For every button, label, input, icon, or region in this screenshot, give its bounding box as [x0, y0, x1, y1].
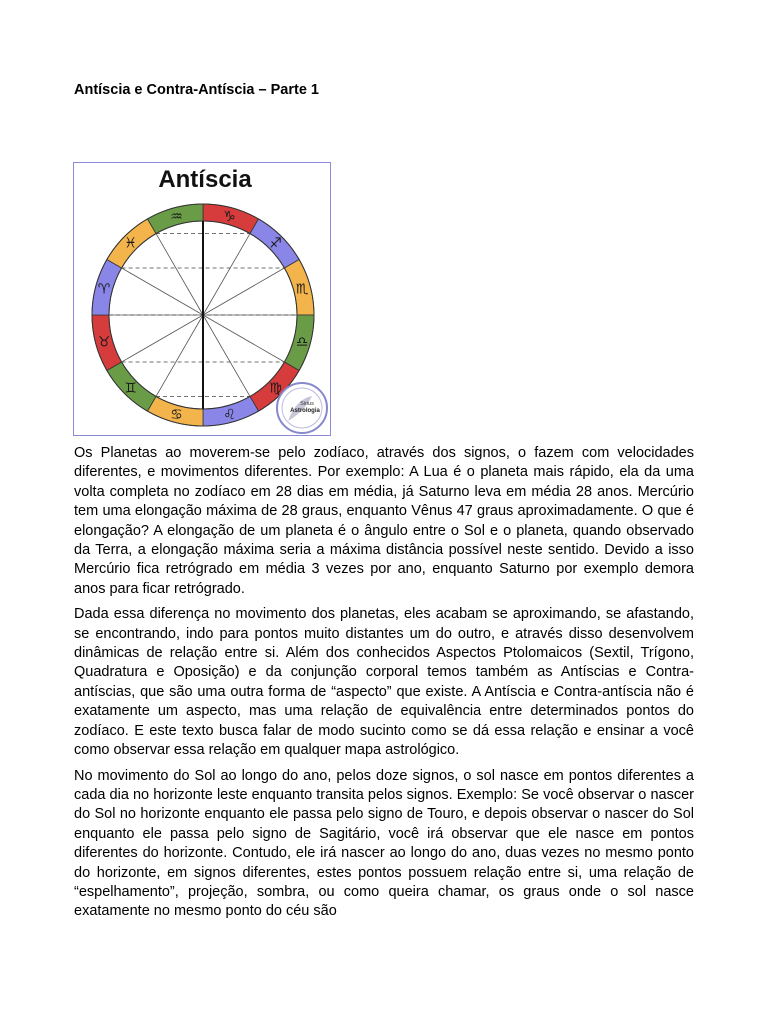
- sirius-logo: [277, 383, 327, 433]
- sign-glyph: ♋: [170, 407, 183, 424]
- figure-heading: Antíscia: [158, 166, 252, 193]
- spoke-line: [156, 315, 203, 396]
- sign-glyph: ♐: [269, 235, 282, 252]
- spoke-line: [203, 234, 250, 315]
- spoke-line: [122, 315, 203, 362]
- spoke-line: [203, 268, 284, 315]
- body-text: [74, 444, 694, 928]
- sign-glyph: ♎: [295, 334, 309, 351]
- document-title: Antíscia e Contra-Antíscia – Parte 1: [74, 82, 319, 98]
- svg-text:Sirius: Sirius: [300, 401, 314, 407]
- paragraph-1: Os Planetas ao moverem-se pelo zodíaco, através dos signos, o fazem com velocidades diferentes, e movimentos diferentes. Por exemplo: A Lua é o planeta mais rápido, ela da uma volta completa no zodíaco em 28 dias em média, já Saturno leva em média 28 anos. Mercúrio tem uma elongação máxima de 28 graus, enquanto Vênus 47 graus aproximadamente. O que é elongação? A elongação de um planeta é o ângulo entre o Sol e o planeta, quando observado da Terra, a elongação máxima seria a máxima distância possível neste sentido. Devido a isso Mercúrio fica retrógrado em média 3 vezes por ano, enquanto Saturno por exemplo demora anos para ficar retrógrado.: [74, 445, 694, 597]
- sign-glyph: ♊: [124, 380, 137, 397]
- sign-glyph: ♈: [97, 281, 111, 298]
- sign-glyph: ♑: [223, 208, 236, 225]
- spoke-line: [122, 268, 203, 315]
- sign-glyph: ♍: [269, 380, 282, 397]
- sign-glyph: ♏: [295, 281, 309, 298]
- spoke-line: [203, 315, 250, 396]
- paragraph-3: No movimento do Sol ao longo do ano, pelos doze signos, o sol nasce em pontos diferentes a cada dia no horizonte leste enquanto transita pelos signos. Exemplo: Se você observar o nascer do Sol no horizonte enquanto ele passa pelo signo de Touro, e depois observar o nascer do Sol enquanto ele passa pelo signo de Sagitário, você irá observar que ele nasce em pontos diferentes do horizonte. Contudo, ele irá nascer ao longo do ano, duas vezes no mesmo ponto do horizonte, em signos diferentes, estes pontos possuem relação entre si, uma relação de “espelhamento”, projeção, sombra, ou como queira chamar, os graus onde o sol nasce exatamente no mesmo ponto do céu são: [74, 767, 694, 920]
- spoke-line: [203, 315, 284, 362]
- sign-glyph: ♉: [97, 334, 111, 351]
- spoke-line: [156, 234, 203, 315]
- antiscia-figure: [73, 162, 331, 436]
- sign-glyph: ♌: [223, 407, 236, 424]
- sign-glyph: ♓: [124, 235, 137, 252]
- svg-text:Astrologia: Astrologia: [290, 408, 320, 414]
- paragraph-2: Dada essa diferença no movimento dos planetas, eles acabam se aproximando, se afastando, se encontrando, indo para pontos muito distantes um do outro, e através disso desenvolvem dinâmicas de relação entre si. Além dos conhecidos Aspectos Ptolomaicos (Sextil, Trígono, Quadratura e Oposição) e da conjunção corporal temos também as Antíscias e Contra-antíscias, que são uma outra forma de “aspecto” que existe. A Antíscia e Contra-antíscia não é exatamente um aspecto, mas uma relação de equivalência entre determinados pontos do zodíaco. E este texto busca falar de modo sucinto como se dá essa relação e ensinar a você como observar essa relação em qualquer mapa astrológico.: [74, 606, 694, 759]
- sign-glyph: ♒: [170, 208, 183, 225]
